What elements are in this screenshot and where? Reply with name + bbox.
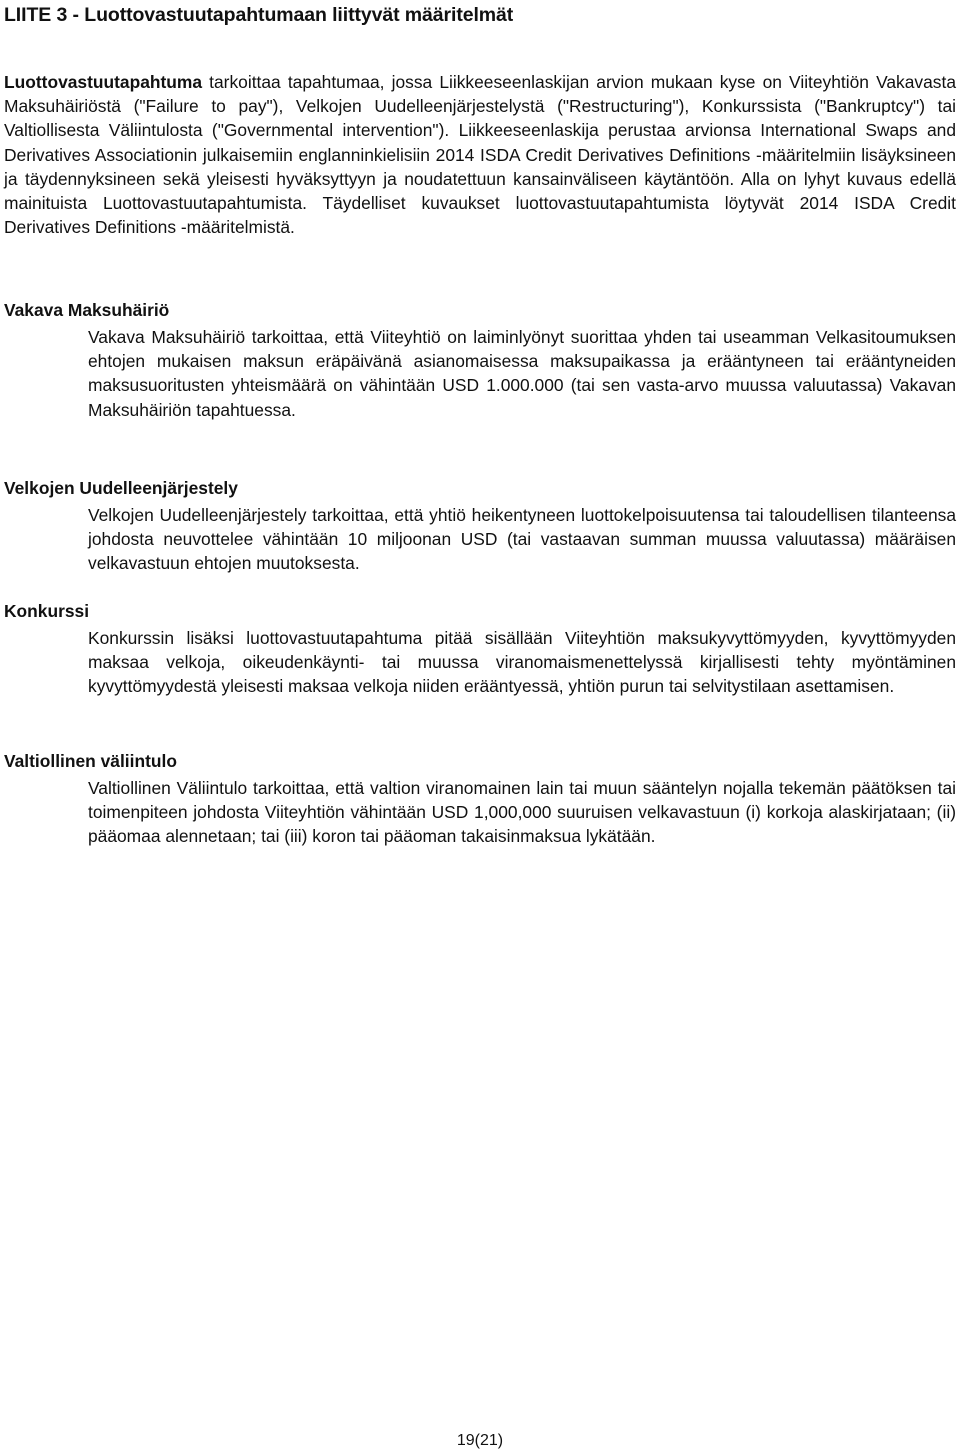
intro-text: tarkoittaa tapahtumaa, jossa Liikkeeseenlaskijan arvion mukaan kyse on Viiteyhtiön Vakavasta Maksuhäiriöstä ("Failure to pay"), Velkojen Uudelleenjärjestelystä ("Restructuring"), Konkurssista ("Bankruptcy") tai Valtiollisesta Väliintulosta ("Governmental intervention"). Liikkeeseenlaskija perustaa arvionsa International Swaps and Derivatives Associationin julkaisemiin englanninkielisiin 2014 ISDA Credit Derivatives Definitions -määritelmiin lisäyksineen ja täydennyksineen sekä yleisesti hyväksyttyyn ja noudatettuun kansainväliseen käytäntöön. Alla on lyhyt kuvaus edellä mainituista Luottovastuutapahtumista. Täydelliset kuvaukset luottovastuutapahtumista löytyvät 2014 ISDA Credit Derivatives Definitions -määritelmistä. [4,72,956,238]
section-body-konkurssi: Konkurssin lisäksi luottovastuutapahtuma pitää sisällään Viiteyhtiön maksukyvyttömyyden, kyvyttömyyden maksaa velkoja, oikeudenkäynti- tai muussa viranomaismenettelyssä kirjallisesti tehty myöntäminen kyvyttömyydestä yleisesti maksaa velkoja niiden erääntyessä, yhtiön purun tai selvitystilaan asettamisen. [88,628,956,697]
intro-paragraph [4,70,956,239]
section-body-velkojen-uudelleenjarjestely: Velkojen Uudelleenjärjestely tarkoittaa, että yhtiö heikentyneen luottokelpoisuutensa tai taloudellisen tilanteensa johdosta neuvottelee vähintään 10 miljoonan USD (tai vastaavan summan muussa valuutassa) määräisen velkavastuun ehtojen muutoksesta. [88,505,956,574]
section-heading-valtiollinen-valiintulo: Valtiollinen väliintulo [4,751,177,771]
intro-term: Luottovastuutapahtuma [4,72,203,92]
page-number: 19(21) [456,1432,504,1449]
section-heading-vakava-maksuhairio: Vakava Maksuhäiriö [4,300,170,320]
section-body-vakava-maksuhairio: Vakava Maksuhäiriö tarkoittaa, että Viiteyhtiö on laiminlyönyt suorittaa yhden tai useamman Velkasitoumuksen ehtojen mukaisen maksun eräpäivänä asianomaisessa maksupaikassa ja erääntyneen tai erääntyneiden maksusuoritusten yhteismäärä on vähintään USD 1.000.000 (tai sen vasta-arvo muussa valuutassa) Vakavan Maksuhäiriön tapahtuessa. [88,327,956,420]
page-title: LIITE 3 - Luottovastuutapahtumaan liittyvät määritelmät [4,4,514,26]
section-heading-konkurssi: Konkurssi [4,601,90,621]
section-heading-velkojen-uudelleenjarjestely: Velkojen Uudelleenjärjestely [4,478,238,498]
section-body-valtiollinen-valiintulo: Valtiollinen Väliintulo tarkoittaa, että valtion viranomainen lain tai muun sääntelyn nojalla tekemän päätöksen tai toimenpiteen johdosta Viiteyhtiön vähintään USD 1,000,000 suuruisen velkavastuun (i) korkoja alaskirjataan; (ii) pääomaa alennetaan; tai (iii) koron tai pääoman takaisinmaksua lykätään. [88,778,956,847]
